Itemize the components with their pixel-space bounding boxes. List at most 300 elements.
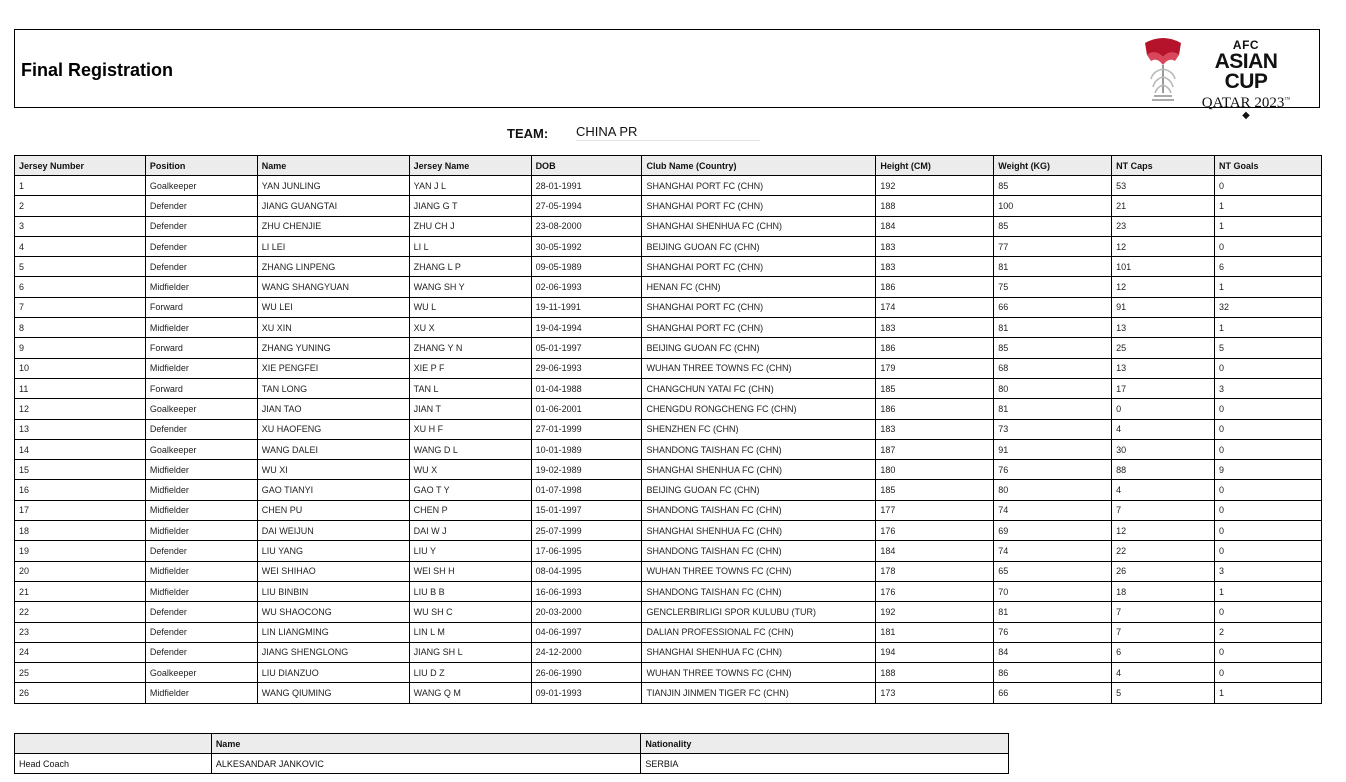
name-cell: ZHU CHENJIE <box>257 216 409 236</box>
nt-goals-cell: 0 <box>1215 500 1322 520</box>
player-row <box>15 439 1322 459</box>
dob-cell: 08-04-1995 <box>531 561 642 581</box>
nt-caps-cell: 18 <box>1112 581 1215 601</box>
jersey-name-cell: XIE P F <box>409 358 531 378</box>
height-cell: 186 <box>876 399 994 419</box>
position-cell: Goalkeeper <box>145 176 257 196</box>
weight-cell: 76 <box>994 460 1112 480</box>
name-cell: YAN JUNLING <box>257 176 409 196</box>
col-dob: DOB <box>531 156 642 176</box>
col-height: Height (CM) <box>876 156 994 176</box>
player-row <box>15 176 1322 196</box>
height-cell: 187 <box>876 439 994 459</box>
weight-cell: 80 <box>994 480 1112 500</box>
jersey-name-cell: DAI W J <box>409 521 531 541</box>
player-row <box>15 541 1322 561</box>
jersey-name-cell: JIANG G T <box>409 196 531 216</box>
club-cell: CHENGDU RONGCHENG FC (CHN) <box>642 399 876 419</box>
name-cell: ZHANG YUNING <box>257 338 409 358</box>
dob-cell: 09-05-1989 <box>531 257 642 277</box>
height-cell: 179 <box>876 358 994 378</box>
jersey-number-cell: 20 <box>15 561 146 581</box>
dob-cell: 01-06-2001 <box>531 399 642 419</box>
col-jersey-name: Jersey Name <box>409 156 531 176</box>
weight-cell: 65 <box>994 561 1112 581</box>
col-club: Club Name (Country) <box>642 156 876 176</box>
nt-goals-cell: 0 <box>1215 642 1322 662</box>
height-cell: 176 <box>876 581 994 601</box>
col-nt-goals: NT Goals <box>1215 156 1322 176</box>
height-cell: 183 <box>876 236 994 256</box>
players-body <box>15 176 1322 704</box>
jersey-name-cell: ZHANG L P <box>409 257 531 277</box>
nt-goals-cell: 2 <box>1215 622 1322 642</box>
dob-cell: 28-01-1991 <box>531 176 642 196</box>
player-row <box>15 480 1322 500</box>
nt-caps-cell: 7 <box>1112 500 1215 520</box>
position-cell: Midfielder <box>145 581 257 601</box>
nt-caps-cell: 5 <box>1112 683 1215 703</box>
jersey-name-cell: JIAN T <box>409 399 531 419</box>
weight-cell: 77 <box>994 236 1112 256</box>
jersey-number-cell: 15 <box>15 460 146 480</box>
dob-cell: 19-02-1989 <box>531 460 642 480</box>
jersey-name-cell: LI L <box>409 236 531 256</box>
height-cell: 184 <box>876 541 994 561</box>
weight-cell: 81 <box>994 318 1112 338</box>
jersey-name-cell: GAO T Y <box>409 480 531 500</box>
nt-caps-cell: 25 <box>1112 338 1215 358</box>
jersey-number-cell: 8 <box>15 318 146 338</box>
name-cell: WANG DALEI <box>257 439 409 459</box>
weight-cell: 76 <box>994 622 1112 642</box>
player-row <box>15 521 1322 541</box>
nt-caps-cell: 7 <box>1112 622 1215 642</box>
nt-goals-cell: 0 <box>1215 663 1322 683</box>
weight-cell: 81 <box>994 602 1112 622</box>
club-cell: TIANJIN JINMEN TIGER FC (CHN) <box>642 683 876 703</box>
jersey-number-cell: 23 <box>15 622 146 642</box>
nt-goals-cell: 1 <box>1215 581 1322 601</box>
name-cell: JIAN TAO <box>257 399 409 419</box>
height-cell: 183 <box>876 318 994 338</box>
player-row <box>15 642 1322 662</box>
trademark: ™ <box>1284 97 1291 103</box>
club-cell: SHANGHAI PORT FC (CHN) <box>642 297 876 317</box>
player-row <box>15 622 1322 642</box>
player-row <box>15 277 1322 297</box>
player-row <box>15 297 1322 317</box>
position-cell: Midfielder <box>145 683 257 703</box>
nt-caps-cell: 4 <box>1112 663 1215 683</box>
jersey-number-cell: 12 <box>15 399 146 419</box>
club-cell: SHANGHAI SHENHUA FC (CHN) <box>642 460 876 480</box>
jersey-number-cell: 14 <box>15 439 146 459</box>
position-cell: Defender <box>145 216 257 236</box>
position-cell: Midfielder <box>145 521 257 541</box>
name-cell: LIN LIANGMING <box>257 622 409 642</box>
club-cell: SHANGHAI PORT FC (CHN) <box>642 176 876 196</box>
club-cell: BEIJING GUOAN FC (CHN) <box>642 338 876 358</box>
nt-goals-cell: 6 <box>1215 257 1322 277</box>
jersey-number-cell: 11 <box>15 378 146 398</box>
player-row <box>15 257 1322 277</box>
nt-goals-cell: 5 <box>1215 338 1322 358</box>
height-cell: 192 <box>876 602 994 622</box>
weight-cell: 84 <box>994 642 1112 662</box>
weight-cell: 66 <box>994 683 1112 703</box>
jersey-name-cell: CHEN P <box>409 500 531 520</box>
name-cell: WU SHAOCONG <box>257 602 409 622</box>
nt-goals-cell: 32 <box>1215 297 1322 317</box>
name-cell: WU LEI <box>257 297 409 317</box>
jersey-number-cell: 6 <box>15 277 146 297</box>
weight-cell: 69 <box>994 521 1112 541</box>
nt-caps-cell: 53 <box>1112 176 1215 196</box>
nt-goals-cell: 1 <box>1215 318 1322 338</box>
name-cell: LIU BINBIN <box>257 581 409 601</box>
nt-goals-cell: 3 <box>1215 561 1322 581</box>
nt-caps-cell: 4 <box>1112 480 1215 500</box>
jersey-name-cell: WU SH C <box>409 602 531 622</box>
weight-cell: 86 <box>994 663 1112 683</box>
club-cell: GENCLERBIRLIGI SPOR KULUBU (TUR) <box>642 602 876 622</box>
height-cell: 173 <box>876 683 994 703</box>
nt-goals-cell: 1 <box>1215 216 1322 236</box>
height-cell: 188 <box>876 196 994 216</box>
position-cell: Goalkeeper <box>145 439 257 459</box>
player-row <box>15 561 1322 581</box>
name-cell: LI LEI <box>257 236 409 256</box>
dob-cell: 19-04-1994 <box>531 318 642 338</box>
weight-cell: 73 <box>994 419 1112 439</box>
weight-cell: 74 <box>994 500 1112 520</box>
height-cell: 183 <box>876 257 994 277</box>
dob-cell: 26-06-1990 <box>531 663 642 683</box>
name-cell: ZHANG LINPENG <box>257 257 409 277</box>
name-cell: JIANG GUANGTAI <box>257 196 409 216</box>
jersey-number-cell: 21 <box>15 581 146 601</box>
nt-caps-cell: 13 <box>1112 358 1215 378</box>
jersey-number-cell: 22 <box>15 602 146 622</box>
nt-caps-cell: 7 <box>1112 602 1215 622</box>
club-cell: BEIJING GUOAN FC (CHN) <box>642 236 876 256</box>
dob-cell: 04-06-1997 <box>531 622 642 642</box>
dob-cell: 20-03-2000 <box>531 602 642 622</box>
col-weight: Weight (KG) <box>994 156 1112 176</box>
staff-body <box>15 754 1009 774</box>
jersey-name-cell: JIANG SH L <box>409 642 531 662</box>
name-cell: GAO TIANYI <box>257 480 409 500</box>
nationality-cell: SERBIA <box>641 754 1009 774</box>
nt-caps-cell: 30 <box>1112 439 1215 459</box>
nt-caps-cell: 17 <box>1112 378 1215 398</box>
position-cell: Midfielder <box>145 500 257 520</box>
position-cell: Goalkeeper <box>145 399 257 419</box>
nt-caps-cell: 26 <box>1112 561 1215 581</box>
name-cell: XU HAOFENG <box>257 419 409 439</box>
dob-cell: 09-01-1993 <box>531 683 642 703</box>
jersey-name-cell: WU X <box>409 460 531 480</box>
dob-cell: 15-01-1997 <box>531 500 642 520</box>
player-row <box>15 399 1322 419</box>
nt-goals-cell: 0 <box>1215 602 1322 622</box>
player-row <box>15 460 1322 480</box>
nt-caps-cell: 101 <box>1112 257 1215 277</box>
position-cell: Midfielder <box>145 561 257 581</box>
staff-header-row <box>15 734 1009 754</box>
logo-asian-cup: ASIAN CUP <box>1214 50 1278 93</box>
nt-goals-cell: 1 <box>1215 277 1322 297</box>
weight-cell: 81 <box>994 399 1112 419</box>
position-cell: Defender <box>145 602 257 622</box>
jersey-name-cell: LIU B B <box>409 581 531 601</box>
nt-caps-cell: 4 <box>1112 419 1215 439</box>
position-cell: Defender <box>145 236 257 256</box>
nt-goals-cell: 1 <box>1215 196 1322 216</box>
nt-goals-cell: 0 <box>1215 236 1322 256</box>
dob-cell: 23-08-2000 <box>531 216 642 236</box>
position-cell: Defender <box>145 622 257 642</box>
staff-table <box>14 733 1009 774</box>
jersey-name-cell: ZHANG Y N <box>409 338 531 358</box>
position-cell: Defender <box>145 196 257 216</box>
height-cell: 177 <box>876 500 994 520</box>
afc-asian-cup-logo <box>1141 35 1301 121</box>
dob-cell: 29-06-1993 <box>531 358 642 378</box>
position-cell: Forward <box>145 378 257 398</box>
player-row <box>15 500 1322 520</box>
header-box <box>14 29 1320 121</box>
club-cell: SHANDONG TAISHAN FC (CHN) <box>642 541 876 561</box>
jersey-number-cell: 2 <box>15 196 146 216</box>
jersey-name-cell: YAN J L <box>409 176 531 196</box>
jersey-number-cell: 5 <box>15 257 146 277</box>
player-row <box>15 683 1322 703</box>
staff-row <box>15 754 1009 774</box>
club-cell: SHANDONG TAISHAN FC (CHN) <box>642 581 876 601</box>
dob-cell: 16-06-1993 <box>531 581 642 601</box>
player-row <box>15 581 1322 601</box>
players-table <box>14 155 1322 704</box>
club-cell: BEIJING GUOAN FC (CHN) <box>642 480 876 500</box>
club-cell: WUHAN THREE TOWNS FC (CHN) <box>642 561 876 581</box>
nt-caps-cell: 12 <box>1112 236 1215 256</box>
team-value: CHINA PR <box>576 124 760 141</box>
logo-qatar-2023 <box>1191 92 1301 111</box>
height-cell: 176 <box>876 521 994 541</box>
trophy-icon <box>1141 35 1185 105</box>
logo-diamond-icon: ◆ <box>1242 110 1250 121</box>
club-cell: DALIAN PROFESSIONAL FC (CHN) <box>642 622 876 642</box>
position-cell: Midfielder <box>145 460 257 480</box>
name-cell: LIU YANG <box>257 541 409 561</box>
jersey-name-cell: XU H F <box>409 419 531 439</box>
jersey-number-cell: 10 <box>15 358 146 378</box>
height-cell: 180 <box>876 460 994 480</box>
position-cell: Defender <box>145 642 257 662</box>
dob-cell: 17-06-1995 <box>531 541 642 561</box>
weight-cell: 85 <box>994 338 1112 358</box>
club-cell: SHANGHAI PORT FC (CHN) <box>642 196 876 216</box>
weight-cell: 68 <box>994 358 1112 378</box>
nt-caps-cell: 12 <box>1112 277 1215 297</box>
name-cell: WU XI <box>257 460 409 480</box>
jersey-number-cell: 16 <box>15 480 146 500</box>
club-cell: SHANGHAI SHENHUA FC (CHN) <box>642 642 876 662</box>
jersey-number-cell: 4 <box>15 236 146 256</box>
position-cell: Midfielder <box>145 277 257 297</box>
jersey-number-cell: 25 <box>15 663 146 683</box>
jersey-name-cell: WANG D L <box>409 439 531 459</box>
nt-caps-cell: 88 <box>1112 460 1215 480</box>
nt-goals-cell: 0 <box>1215 439 1322 459</box>
jersey-number-cell: 18 <box>15 521 146 541</box>
jersey-name-cell: WEI SH H <box>409 561 531 581</box>
page-title: Final Registration <box>21 60 174 80</box>
jersey-number-cell: 13 <box>15 419 146 439</box>
col-nt-caps: NT Caps <box>1112 156 1215 176</box>
jersey-number-cell: 3 <box>15 216 146 236</box>
nt-goals-cell: 9 <box>1215 460 1322 480</box>
col-nationality: Nationality <box>641 734 1009 754</box>
name-cell: XIE PENGFEI <box>257 358 409 378</box>
height-cell: 192 <box>876 176 994 196</box>
col-role <box>15 734 212 754</box>
weight-cell: 81 <box>994 257 1112 277</box>
name-cell: WANG SHANGYUAN <box>257 277 409 297</box>
club-cell: SHANDONG TAISHAN FC (CHN) <box>642 500 876 520</box>
dob-cell: 01-07-1998 <box>531 480 642 500</box>
nt-caps-cell: 21 <box>1112 196 1215 216</box>
position-cell: Midfielder <box>145 318 257 338</box>
col-staff-name: Name <box>211 734 641 754</box>
logo-text <box>1191 39 1301 121</box>
name-cell: CHEN PU <box>257 500 409 520</box>
club-cell: SHANGHAI PORT FC (CHN) <box>642 257 876 277</box>
height-cell: 185 <box>876 480 994 500</box>
players-header-row <box>15 156 1322 176</box>
club-cell: SHANGHAI PORT FC (CHN) <box>642 318 876 338</box>
jersey-number-cell: 1 <box>15 176 146 196</box>
player-row <box>15 419 1322 439</box>
nt-caps-cell: 13 <box>1112 318 1215 338</box>
position-cell: Midfielder <box>145 480 257 500</box>
weight-cell: 70 <box>994 581 1112 601</box>
player-row <box>15 338 1322 358</box>
jersey-name-cell: TAN L <box>409 378 531 398</box>
player-row <box>15 602 1322 622</box>
nt-goals-cell: 0 <box>1215 521 1322 541</box>
position-cell: Goalkeeper <box>145 663 257 683</box>
height-cell: 181 <box>876 622 994 642</box>
player-row <box>15 216 1322 236</box>
jersey-name-cell: WU L <box>409 297 531 317</box>
weight-cell: 85 <box>994 176 1112 196</box>
weight-cell: 100 <box>994 196 1112 216</box>
jersey-name-cell: WANG Q M <box>409 683 531 703</box>
weight-cell: 74 <box>994 541 1112 561</box>
name-cell: DAI WEIJUN <box>257 521 409 541</box>
dob-cell: 30-05-1992 <box>531 236 642 256</box>
col-jersey-number: Jersey Number <box>15 156 146 176</box>
position-cell: Defender <box>145 257 257 277</box>
logo-afc: AFC <box>1232 38 1260 52</box>
staff-name-cell: ALKESANDAR JANKOVIC <box>211 754 641 774</box>
nt-caps-cell: 0 <box>1112 399 1215 419</box>
name-cell: JIANG SHENGLONG <box>257 642 409 662</box>
jersey-number-cell: 19 <box>15 541 146 561</box>
jersey-name-cell: LIU Y <box>409 541 531 561</box>
jersey-number-cell: 17 <box>15 500 146 520</box>
nt-goals-cell: 0 <box>1215 541 1322 561</box>
nt-goals-cell: 1 <box>1215 683 1322 703</box>
jersey-name-cell: ZHU CH J <box>409 216 531 236</box>
name-cell: LIU DIANZUO <box>257 663 409 683</box>
role-cell: Head Coach <box>15 754 212 774</box>
col-name: Name <box>257 156 409 176</box>
weight-cell: 75 <box>994 277 1112 297</box>
weight-cell: 91 <box>994 439 1112 459</box>
name-cell: XU XIN <box>257 318 409 338</box>
dob-cell: 27-05-1994 <box>531 196 642 216</box>
weight-cell: 66 <box>994 297 1112 317</box>
nt-goals-cell: 0 <box>1215 419 1322 439</box>
jersey-number-cell: 7 <box>15 297 146 317</box>
nt-goals-cell: 0 <box>1215 176 1322 196</box>
weight-cell: 85 <box>994 216 1112 236</box>
name-cell: WEI SHIHAO <box>257 561 409 581</box>
club-cell: WUHAN THREE TOWNS FC (CHN) <box>642 358 876 378</box>
dob-cell: 10-01-1989 <box>531 439 642 459</box>
nt-goals-cell: 3 <box>1215 378 1322 398</box>
position-cell: Midfielder <box>145 358 257 378</box>
nt-goals-cell: 0 <box>1215 399 1322 419</box>
position-cell: Forward <box>145 297 257 317</box>
club-cell: HENAN FC (CHN) <box>642 277 876 297</box>
dob-cell: 01-04-1988 <box>531 378 642 398</box>
jersey-name-cell: XU X <box>409 318 531 338</box>
dob-cell: 05-01-1997 <box>531 338 642 358</box>
player-row <box>15 358 1322 378</box>
nt-caps-cell: 22 <box>1112 541 1215 561</box>
club-cell: SHANDONG TAISHAN FC (CHN) <box>642 439 876 459</box>
height-cell: 194 <box>876 642 994 662</box>
dob-cell: 25-07-1999 <box>531 521 642 541</box>
jersey-number-cell: 26 <box>15 683 146 703</box>
height-cell: 186 <box>876 338 994 358</box>
height-cell: 185 <box>876 378 994 398</box>
jersey-number-cell: 9 <box>15 338 146 358</box>
nt-caps-cell: 6 <box>1112 642 1215 662</box>
height-cell: 178 <box>876 561 994 581</box>
height-cell: 184 <box>876 216 994 236</box>
club-cell: SHENZHEN FC (CHN) <box>642 419 876 439</box>
club-cell: SHANGHAI SHENHUA FC (CHN) <box>642 216 876 236</box>
logo-qatar-text: QATAR 2023 <box>1201 95 1285 111</box>
jersey-number-cell: 24 <box>15 642 146 662</box>
dob-cell: 27-01-1999 <box>531 419 642 439</box>
nt-caps-cell: 91 <box>1112 297 1215 317</box>
height-cell: 188 <box>876 663 994 683</box>
club-cell: CHANGCHUN YATAI FC (CHN) <box>642 378 876 398</box>
player-row <box>15 318 1322 338</box>
player-row <box>15 663 1322 683</box>
player-row <box>15 378 1322 398</box>
name-cell: WANG QIUMING <box>257 683 409 703</box>
nt-goals-cell: 0 <box>1215 480 1322 500</box>
position-cell: Defender <box>145 541 257 561</box>
